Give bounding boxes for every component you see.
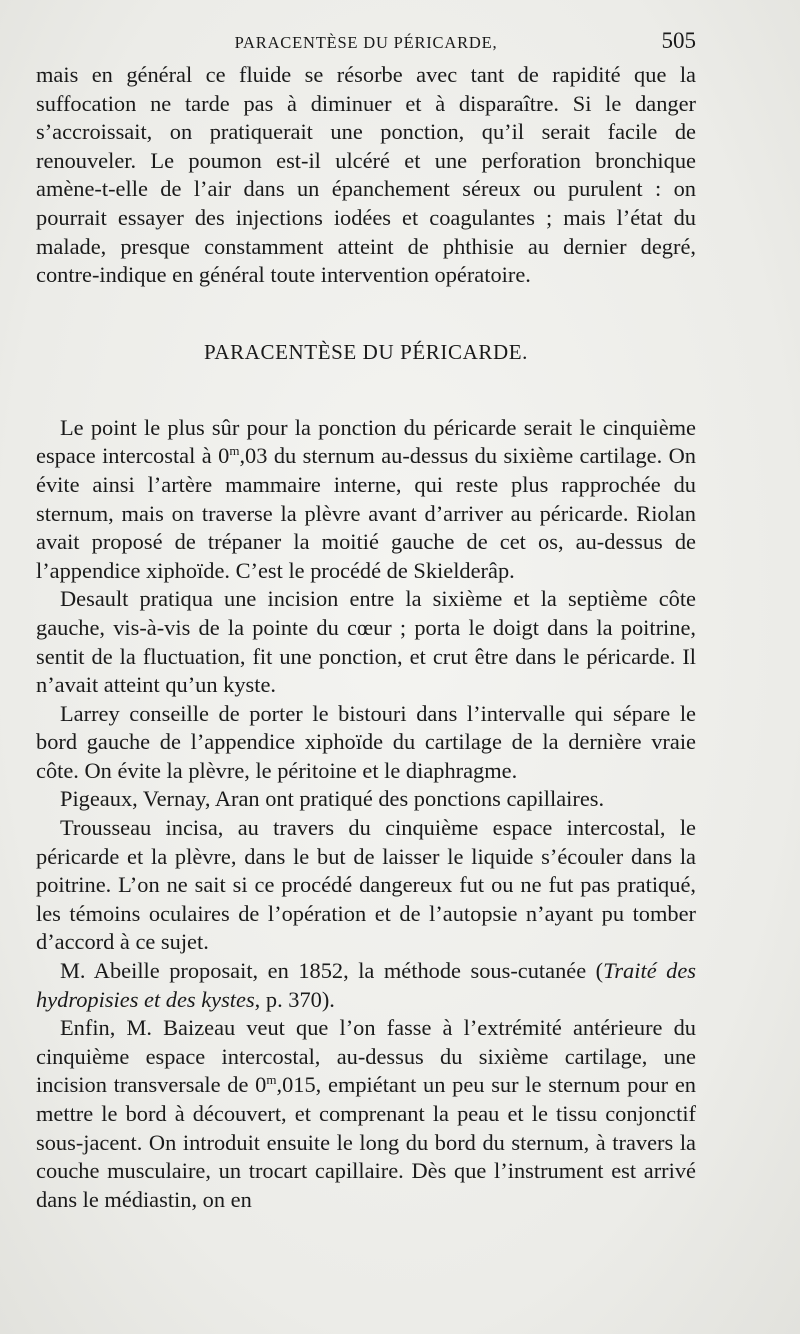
paragraph-larrey [36, 700, 696, 786]
paragraph-text: ,015, empiétant un peu sur le sternum pour en mettre le bord à découvert, et comprenant la peau et le tissu conjonctif sous-jacent. On introduit ensuite le long du bord du sternum, à travers la couche musculaire, un trocart capillaire. Dès que l’instrument est arrivé dans le médiastin, on en [36, 1072, 696, 1212]
running-header [36, 28, 696, 60]
running-title: PARACENTÈSE DU PÉRICARDE, [234, 33, 498, 52]
paragraph-text: Pigeaux, Vernay, Aran ont pratiqué des ponctions capillaires. [60, 786, 605, 812]
paragraph-text: Enfin, M. Baizeau veut que l’on fasse à l’extrémité antérieure du cinquième espace intercostal, au-dessus du sixième cartilage, une incision transversale de 0 [36, 1015, 696, 1098]
spacer [36, 290, 696, 310]
superscript-unit: m [266, 1072, 277, 1088]
paragraph-text: M. Abeille proposait, en 1852, la méthode sous-cutanée ( [60, 958, 604, 984]
body-text [36, 61, 696, 1214]
spacer [36, 394, 696, 414]
superscript-unit: m [229, 443, 240, 459]
paragraph-text: Larrey conseille de porter le bistouri dans l’intervalle qui sépare le bord gauche de l’appendice xiphoïde du cartilage de la dernière vraie côte. On évite la plèvre, le péritoine et le diaphragme. [36, 700, 696, 783]
paragraph-continuation [36, 61, 696, 290]
paragraph-desault [36, 585, 696, 699]
paragraph-text: Desault pratiqua une incision entre la sixième et la septième côte gauche, vis-à-vis de la pointe du cœur ; porta le doigt dans la poitrine, sentit de la fluctuation, fit une ponction, et crut être dans le péricarde. Il n’avait atteint qu’un kyste. [36, 586, 696, 698]
paragraph-text: Trousseau incisa, au travers du cinquième espace intercostal, le péricarde et la plèvre, dans le but de laisser le liquide s’écouler dans la poitrine. L’on ne sait si ce procédé dangereux fut ou ne fut pas pratiqué, les témoins oculaires de l’opération et de l’autopsie n’ayant pu tomber d’accord à ce sujet. [36, 815, 696, 955]
paragraph-text: mais en général ce fluide se résorbe avec tant de rapidité que la suffocation ne tarde pas à diminuer et à disparaître. Si le danger s’accroissait, on pratiquerait une ponction, qu’il serait facile de renouveler. Le poumon est-il ulcéré et une perforation bronchique amène-t-elle de l’air dans un épanchement séreux ou purulent : on pourrait essayer des injections iodées et coagulantes ; mais l’état du malade, presque constamment atteint de phthisie au dernier degré, contre-indique en général toute intervention opératoire. [36, 62, 696, 288]
paragraph-abeille [36, 957, 696, 1014]
paragraph-pigeaux [36, 785, 696, 814]
citation-title: Traité des hydropisies et des kystes [36, 958, 696, 1012]
section-heading: PARACENTÈSE DU PÉRICARDE. [203, 339, 528, 364]
paragraph-text: Le point le plus sûr pour la ponction du péricarde serait le cinquième espace intercostal à 0 [36, 414, 696, 469]
paragraph-baizeau [36, 1014, 696, 1214]
page-number: 505 [661, 28, 696, 53]
paragraph-trousseau [36, 814, 696, 957]
paragraph-text: , p. 370). [254, 986, 335, 1012]
paragraph-text: ,03 du sternum au-dessus du sixième cartilage. On évite ainsi l’artère mammaire interne, qui reste plus rapprochée du sternum, mais on traverse la plèvre avant d’arriver au péricarde. Riolan avait proposé de trépaner la moitié gauche de cet os, au-dessus de l’appendice xiphoïde. C’est le procédé de Skielderâp. [36, 443, 696, 583]
paragraph-point-de-ponction [36, 414, 696, 586]
